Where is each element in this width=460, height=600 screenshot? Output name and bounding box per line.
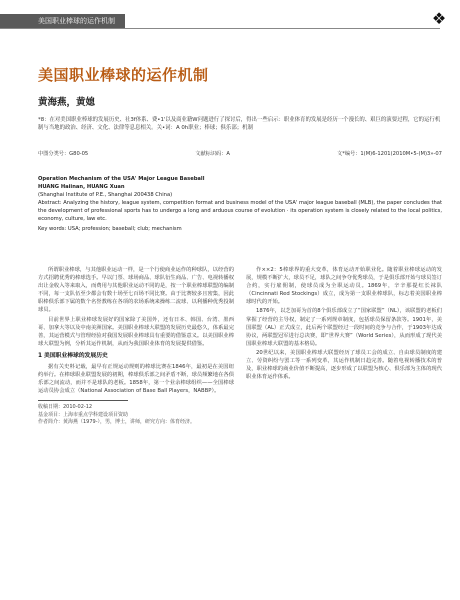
footnote-received: 收稿日期：2010-02-12 [38, 404, 93, 411]
right-column [246, 266, 442, 586]
page-header [0, 0, 460, 38]
footnote-author: 作者简介：黄海燕（1979-），男，博士，讲师，研究方向：体育经济。 [38, 419, 196, 426]
english-abstract-block [38, 176, 442, 234]
english-keywords: Key words: USA; profession; baseball; club; mechanism [38, 226, 182, 233]
footnote-rule [38, 400, 128, 401]
english-abstract: Abstract: Analyzing the history, league system, competition format and business model of the USA' major league baseball (MLB), the paper concludes that the development of professional sports has to undergo a long and arduous course of evolution · its operation system is closely related to the local politics, economy, culture, law etc. [38, 199, 442, 222]
section-heading: 1 美国职业棒球的发展历史 [38, 352, 108, 359]
article-authors: 黄海燕，黄媳 [38, 97, 96, 108]
body-paragraph: 1876年，以芝加哥为首的8个俱乐部成立了“国家联盟”（NL），该联盟的老板们掌握了经营的主导权，制定了一系列规章制度，包括球员保留条款等。1901年，美国联盟（AL）正式成立，此后两个联盟经过一段时间的竞争与合作，于1903年达成协议，两联盟冠军进行总决赛，即“世界大赛”（World Series），从而形成了现代美国职业棒球大联盟的基本格局。 [246, 308, 442, 347]
article-title: 美国职业棒球的运作机制 [38, 66, 209, 84]
chinese-abstract [38, 116, 442, 133]
body-paragraph: 目前世界上职业棒球发展好的国家除了美国外，还有日本、韩国、台湾、墨西哥、加拿大等以及中南美洲国家。美国职业棒球大联盟的发展历史最悠久，体系最完善，其运营模式与管理经验对我国发展职业棒球具有重要的借鉴意义。以美国职业棒球大联盟为例，分析其运作机制，从而为我国职业体育的发展提供借鉴。 [38, 316, 234, 347]
classification-meta [38, 150, 442, 158]
journal-logo-icon: ❖ [431, 9, 447, 28]
body-paragraph: 所谓职业棒球，与其他职业运动一样，是一个行使商业运作的种球队，以经营的方式招聘优秀的棒球选手。早以门票、球场商品、球队衍生商品、广告、电视转播权出让金收入等来取入，而费用与其他职业运动不同的是，按一个职业棒球联盟的编制不同，每一支队伍至少都会有数十场至七百场不同比赛。由于比赛较多且密集，因此职棒俱乐部下属的数个名誉教练在各项的农场系统来操练二流球、以利播种优秀投制球员。 [38, 267, 234, 314]
meta-row [38, 150, 442, 158]
header-rule [0, 28, 440, 29]
english-affiliation: (Shanghai Institute of P.E., Shanghai 200438 China) [38, 191, 173, 198]
body-paragraph: 作××2：5棒球界的重大变革，体育运动开始职业化。随着职业棒球运动的发展，规模不断扩大，球员不足，球队之间争夺优秀球员，于是俱乐部开始与球员签订合约，实行雇佣制，使球员成为全职运动员。1869年，辛辛那提红长袜队（Cincinnati Red Stockings）成立，成为第一支职业棒球队，标志着美国职业棒球时代的开始。 [246, 267, 442, 306]
body-columns [38, 266, 442, 586]
clc-number: 中图分类号：G80-05 [38, 151, 89, 157]
article-number: 文*编号：1(M)6-1201(2010M•5-(M)3»-07 [337, 151, 442, 157]
document-code: 文献标识码：A [195, 151, 230, 157]
chinese-abstract-text: *8：在对美国职业棒球的发展历史、社3f体系、费•1'以及商业籍W问题进行了探讨后，得出一些启示：职业体育的发展是经历一个漫长的、艰巨的演要过程，它的运行机制与当地的政治、经济、文化、法律等息息相关。关•词：A 0h职业；棒球；俱乐部；机制 [38, 117, 441, 132]
english-title: Operation Mechanism of the USA' Major League Baseball [38, 176, 205, 182]
journal-running-title: 美国职业棒球的运作机制 [0, 14, 125, 28]
body-paragraph: 20世纪以来，美国职业棒球大联盟经历了球员工会的成立、自由球员制度的建立、劳资纠纷与罢工等一系列变革，其运作机制日趋完善。随着电视转播技术的普及，职业棒球的商业价值不断提高，逐步形成了以联盟为核心、俱乐部为主体的现代职业体育运作体系。 [246, 349, 442, 381]
body-paragraph: 据有关史料记载，最早有正规运动规则的棒球比赛在1846年，最初是在美国纽约举行。在棒球职业联盟发展的初期，棒球俱乐部之间矛盾不断，球员频繁地在各俱乐部之间流动，而并不是球队的老板。1858年，第一个业余棒球组织——全国棒球运动员协会成立（National Association of Base Ball Players，NABBP）。 [38, 364, 234, 395]
left-column [38, 266, 234, 586]
english-authors: HUANG Haiinan, HUANG Xuan [38, 183, 125, 190]
footnote-fund: 基金项目：上海市重点学科建设项目资助 [38, 411, 129, 418]
